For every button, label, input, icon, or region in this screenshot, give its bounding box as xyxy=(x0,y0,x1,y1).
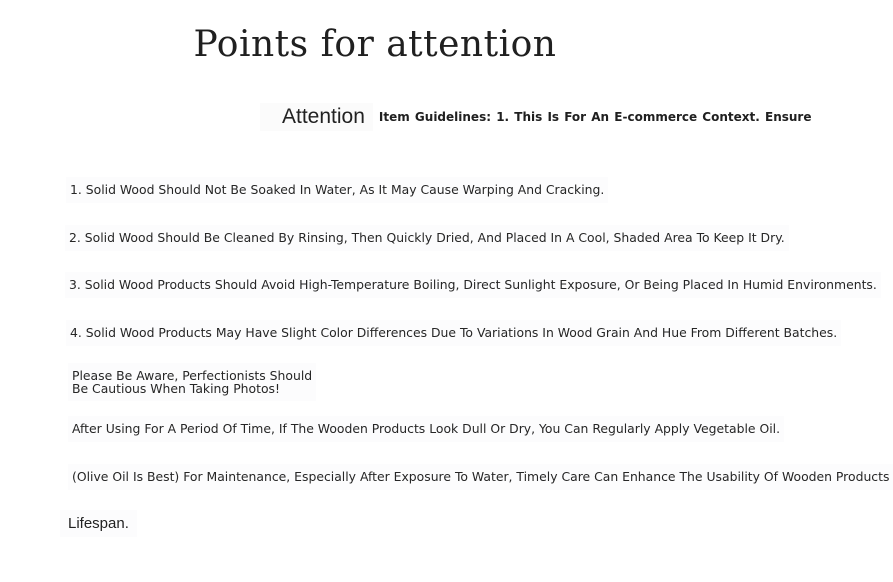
attention-header xyxy=(260,97,811,137)
notice-line-1: Please Be Aware, Perfectionists Should xyxy=(72,368,313,383)
care-item-4: 4. Solid Wood Products May Have Slight Color Differences Due To Variations In Wood Grain And Hue From Different Batches. xyxy=(66,320,841,346)
item-guidelines-text: Item Guidelines: 1. This Is For An E-commerce Context. Ensure xyxy=(378,110,812,124)
perfectionist-notice xyxy=(68,363,316,401)
care-item-2: 2. Solid Wood Should Be Cleaned By Rinsing, Then Quickly Dried, And Placed In A Cool, Shaded Area To Keep It Dry. xyxy=(65,225,789,251)
maintenance-line-1: After Using For A Period Of Time, If The Wooden Products Look Dull Or Dry, You Can Regularly Apply Vegetable Oil. xyxy=(68,416,784,442)
care-item-1: 1. Solid Wood Should Not Be Soaked In Water, As It May Cause Warping And Cracking. xyxy=(66,177,608,203)
attention-label: Attention xyxy=(260,103,373,131)
care-item-3: 3. Solid Wood Products Should Avoid High-Temperature Boiling, Direct Sunlight Exposure, Or Being Placed In Humid Environments. xyxy=(65,272,881,298)
notice-line-2: Be Cautious When Taking Photos! xyxy=(72,381,280,396)
maintenance-line-2: (Olive Oil Is Best) For Maintenance, Especially After Exposure To Water, Timely Care Can Enhance The Usability Of Wooden Products xyxy=(68,464,893,490)
page-title: Points for attention xyxy=(193,24,557,65)
lifespan-text: Lifespan. xyxy=(60,510,137,537)
